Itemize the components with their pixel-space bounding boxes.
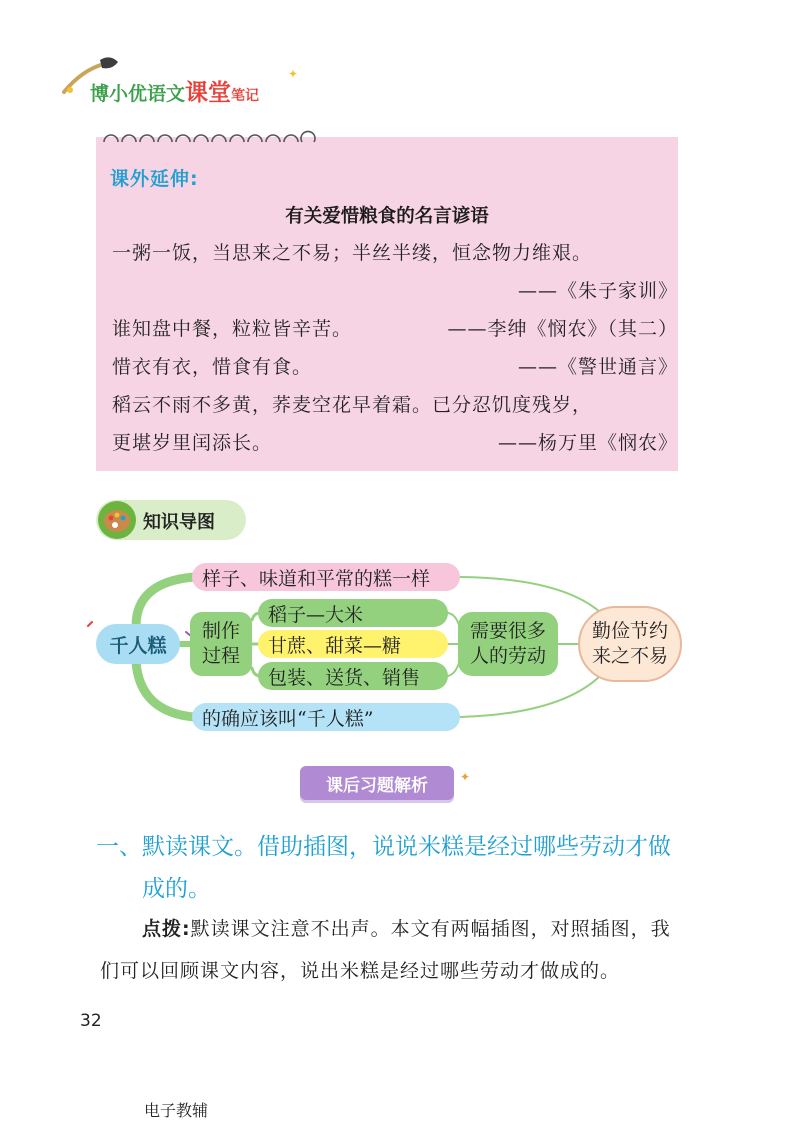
logo-title: [90, 74, 259, 107]
thrift-line2: 来之不易: [591, 645, 668, 667]
mind-map-center-node: 千人糕: [96, 624, 180, 664]
logo-text-part3: 笔记: [231, 88, 260, 104]
logo-text-part2: 课堂: [185, 80, 232, 106]
notebook-rings-icon: [100, 126, 316, 148]
proverb-line: 稻云不雨不多黄，荞麦空花早着霜。已分忍饥度残岁，: [112, 394, 593, 416]
proverb-line: 惜衣有衣，惜食有食。: [112, 356, 313, 378]
node-thrift: [578, 606, 682, 682]
palette-icon: [97, 500, 137, 540]
labor-line2: 人的劳动: [469, 645, 546, 667]
svg-text:✦: ✦: [288, 67, 299, 81]
proverb-source: ——《警世通言》: [517, 356, 678, 378]
making-label-line1: 制作: [201, 620, 240, 643]
logo-text-part1: 博小优语文: [90, 83, 186, 105]
tip-line: [142, 914, 671, 941]
extension-heading: 有关爱惜粮食的名言谚语: [285, 206, 489, 227]
step-rice: 稻子—大米: [258, 599, 448, 627]
node-much-labor: [458, 612, 558, 676]
extension-title: 课外延伸:: [110, 168, 199, 190]
after-class-tag: 课后习题解析: [300, 766, 454, 800]
tip-label: 点拨:: [142, 918, 191, 940]
footer-text: 电子教辅: [144, 1101, 209, 1120]
knowledge-map-label: 知识导图: [143, 512, 215, 533]
labor-line1: 需要很多: [469, 620, 546, 643]
proverb-source: ——《朱子家训》: [517, 280, 678, 302]
tip-line-cont: 们可以回顾课文内容，说出米糕是经过哪些劳动才做成的。: [100, 960, 621, 982]
branch-conclusion: 的确应该叫“千人糕”: [192, 703, 460, 731]
branch-making-process: [190, 612, 252, 676]
step-sugar: 甘蔗、甜菜—糖: [258, 630, 448, 658]
branch-appearance: 样子、味道和平常的糕一样: [192, 563, 460, 591]
question-title-cont: 成的。: [142, 876, 211, 902]
proverb-source: ——李绅《悯农》（其二）: [447, 318, 678, 340]
proverb-line: 谁知盘中餐，粒粒皆辛苦。: [112, 318, 353, 340]
making-label-line2: 过程: [201, 645, 240, 667]
tip-text: 默读课文注意不出声。本文有两幅插图，对照插图，我: [190, 918, 671, 940]
sparkle-icon: ✦: [460, 770, 471, 784]
step-packaging: 包装、送货、销售: [258, 662, 448, 690]
proverb-source: ——杨万里《悯农》: [497, 432, 678, 454]
proverb-line: 一粥一饭，当思来之不易；半丝半缕，恒念物力维艰。: [112, 242, 593, 264]
page-number: 32: [80, 1011, 102, 1031]
question-title: 一、默读课文。借助插图，说说米糕是经过哪些劳动才做: [96, 834, 671, 860]
proverb-line: 更堪岁里闰添长。: [112, 432, 273, 454]
thrift-line1: 勤俭节约: [591, 620, 668, 643]
